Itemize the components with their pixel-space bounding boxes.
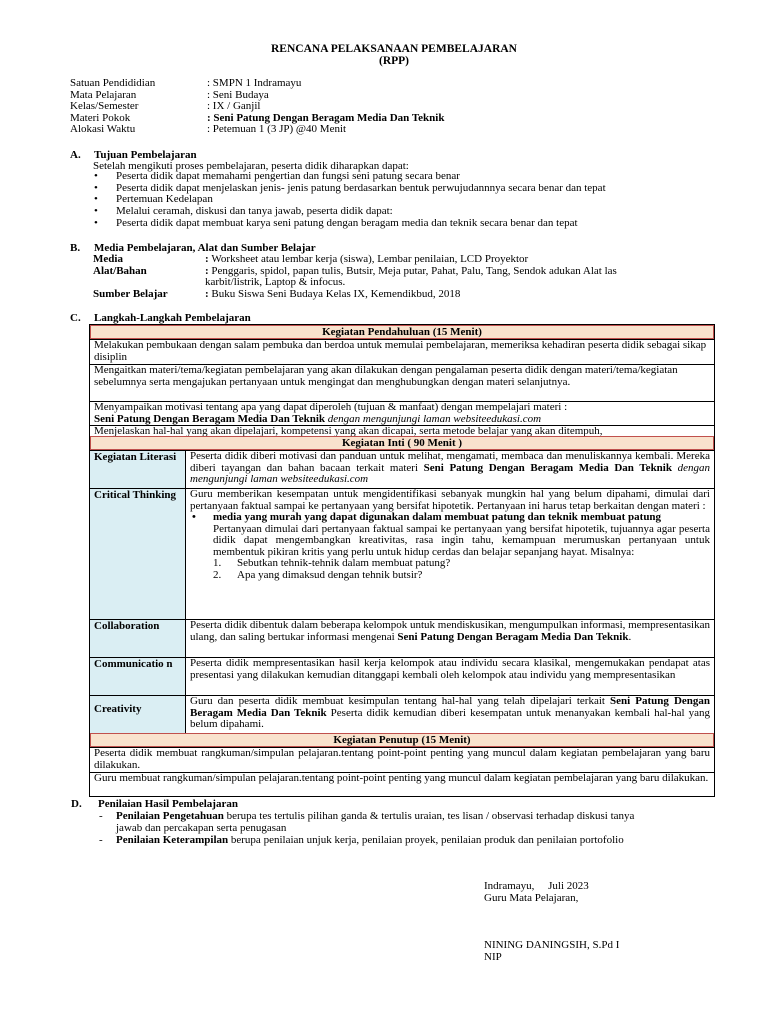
document-subtitle: (RPP) (378, 55, 409, 67)
section-title: Penilaian Hasil Pembelajaran (98, 798, 238, 810)
media-value: : Buku Siswa Seni Budaya Kelas IX, Kemendikbud, 2018 (205, 289, 680, 301)
table-header-inti: Kegiatan Inti ( 90 Menit ) (90, 436, 714, 450)
table-row-communication (90, 657, 714, 695)
item-number: 1. (213, 557, 222, 569)
identity-label: Alokasi Waktu (70, 123, 136, 135)
list-item: • Pertemuan Kedelapan (92, 194, 606, 206)
item-number: 2. (213, 568, 222, 581)
identity-label: Materi Pokok (70, 111, 131, 124)
assessment-text: berupa tes tertulis pilihan ganda & tertulis uraian, tes lisan / observasi terhadap diskusi tanya (223, 810, 635, 822)
identity-value: : Petemuan 1 (3 JP) @40 Menit (207, 123, 347, 135)
identity-value: : SMPN 1 Indramayu (207, 77, 302, 89)
row-text: Menyampaikan motivasi tentang apa yang dapat diperoleh (tujuan & manfaat) dengan mempelajari materi : (94, 401, 568, 413)
section-number: B. (70, 242, 81, 254)
assessment-title: Penilaian Keterampilan (116, 834, 229, 846)
assessment-text-cont: jawab dan percakapan serta penugasan (116, 822, 287, 834)
list-item (190, 570, 710, 582)
section-a-intro: Setelah mengikuti proses pembelajaran, peserta didik diharapkan dapat: (93, 160, 409, 172)
objectives-list (92, 171, 606, 229)
signature-nip: NIP (484, 951, 502, 963)
assessment-title: Penilaian Pengetahuan (116, 810, 224, 822)
list-item: • Melalui ceramah, diskusi dan tanya jawab, peserta didik dapat: (92, 206, 606, 218)
row-text-bold: Seni Patung Dengan Beragam Media Dan Teknik (397, 630, 629, 643)
identity-label: Mata Pelajaran (70, 88, 137, 101)
dash-marker: - (99, 810, 103, 822)
table-row-collaboration (90, 619, 714, 657)
media-label: Alat/Bahan (93, 264, 147, 277)
media-label: Media (93, 253, 123, 265)
row-label: Critical Thinking (90, 489, 186, 619)
item-text: Sebutkan tehnik-tehnik dalam membuat patung? (237, 557, 451, 569)
row-label: Communicatio n (90, 658, 186, 695)
row-value (186, 696, 714, 733)
identity-value: : IX / Ganjil (207, 100, 261, 112)
section-number: A. (70, 149, 81, 161)
table-row: Guru membuat rangkuman/simpulan pelajaran.tentang point-point penting yang muncul dalam kegiatan pembelajaran yang baru dilakukan. (90, 772, 714, 796)
signature-role: Guru Mata Pelajaran, (484, 892, 579, 904)
table-header-pendahuluan: Kegiatan Pendahuluan (15 Menit) (90, 325, 714, 339)
identity-block (70, 78, 444, 136)
identity-label: Satuan Pendididian (70, 77, 156, 89)
list-item: • Peserta didik dapat membuat karya seni patung dengan beragam media dan teknik secara benar dan tepat (92, 218, 606, 230)
list-item: • Peserta didik dapat memahami pengertian dan fungsi seni patung secara benar (92, 171, 606, 183)
signature-place-date: Indramayu, Juli 2023 (484, 880, 589, 892)
media-value: : Penggaris, spidol, papan tulis, Butsir, Meja putar, Pahat, Palu, Tang, Sendok adukan Alat las karbit/listrik, Laptop & infocus. (205, 266, 675, 289)
table-row (90, 401, 714, 425)
media-row (93, 289, 680, 301)
table-row: Peserta didik membuat rangkuman/simpulan pelajaran.tentang point-point penting yang muncul dalam kegiatan pembelajaran yang baru dilakukan. (90, 747, 714, 772)
row-label: Kegiatan Literasi (90, 451, 186, 488)
table-row: Menjelaskan hal-hal yang akan dipelajari, kompetensi yang akan dicapai, serta metode belajar yang akan ditempuh, (90, 425, 714, 436)
row-label: Creativity (90, 696, 186, 733)
signature-name: NINING DANINGSIH, S.Pd I (484, 939, 620, 951)
table-row-creativity (90, 695, 714, 733)
section-d-heading (71, 798, 238, 810)
row-text: Guru dan peserta didik membuat kesimpulan tentang hal-hal yang telah dipelajari terkait (190, 695, 611, 707)
identity-label: Kelas/Semester (70, 100, 139, 112)
row-text: . (628, 630, 632, 643)
learning-steps-table (89, 324, 715, 797)
identity-row (70, 124, 444, 136)
section-number: C. (70, 312, 81, 324)
row-text: Peserta didik diberi motivasi dan panduan untuk melihat, mengamati, membaca dan menuliskannya kembali. Mereka diberi tayangan dan bahan bacaan terkait materi (190, 450, 710, 474)
identity-value: : Seni Budaya (207, 88, 269, 101)
section-title: Langkah-Langkah Pembelajaran (94, 312, 251, 324)
row-value: Peserta didik mempresentasikan hasil kerja kelompok atau individu secara klasikal, mengemukakan pendapat atas presentasi yang dilakukan kemudian ditanggapi kembali oleh kelompok atau individu yang mempresentasikan (190, 657, 710, 681)
assessment-item (99, 810, 634, 822)
media-row (93, 266, 680, 289)
table-header-penutup: Kegiatan Penutup (15 Menit) (90, 733, 714, 747)
row-text-bold: Seni Patung Dengan Beragam Media Dan Teknik (190, 695, 711, 719)
assessment-item (99, 834, 624, 846)
list-item: • media yang murah yang dapat digunakan dalam membuat patung dan teknik membuat patung (190, 512, 710, 524)
table-row-literasi (90, 450, 714, 488)
row-text: Pertanyaan dimulai dari pertanyaan faktual sampai ke pertanyaan yang bersifat hipotetik, tujuannya agar peserta didik dapat mengembangkan kreativitas, rasa ingin tahu, kemampuan merumuskan pertanyaan untuk membentuk pikiran kritis yang perlu untuk hidup cerdas dan belajar sepanjang hayat. Misalnya: (213, 522, 710, 558)
row-label: Collaboration (90, 620, 186, 657)
table-row: Mengaitkan materi/tema/kegiatan pembelajaran yang akan dilakukan dengan pengalaman peserta didik dengan materi/tema/kegiatan sebelumnya serta mengajukan pertanyaan untuk mengingat dan menghubungkan dengan materi selanjutnya. (90, 364, 714, 401)
row-text-italic: dengan mengunjungi laman websiteedukasi.com (190, 461, 710, 485)
row-text-italic: dengan mengunjungi laman websiteedukasi.com (325, 412, 542, 425)
media-label: Sumber Belajar (93, 287, 168, 300)
row-text: Peserta didik kemudian diberi kesempatan untuk menanyakan kembali hal-hal yang belum dipahami. (190, 706, 710, 730)
section-title: Media Pembelajaran, Alat dan Sumber Belajar (94, 242, 316, 254)
section-title: Tujuan Pembelajaran (94, 149, 197, 161)
row-text-bold: Seni Patung Dengan Beragam Media Dan Teknik (94, 412, 326, 425)
table-row-critical (90, 488, 714, 619)
section-number: D. (71, 798, 82, 810)
dash-marker: - (99, 834, 103, 846)
row-value (186, 489, 714, 619)
row-text: Guru memberikan kesempatan untuk mengidentifikasi sebanyak mungkin hal yang belum dipahami, dimulai dari pertanyaan faktual sampai ke pertanyaan yang bersifat hipotetik. Pertanyaan ini harus tetap berkaitan dengan materi : (190, 488, 710, 512)
document-title: RENCANA PELAKSANAAN PEMBELAJARAN (271, 43, 517, 55)
media-block (93, 254, 680, 300)
media-value: : Worksheet atau lembar kerja (siswa), Lembar penilaian, LCD Proyektor (205, 254, 680, 266)
identity-value: : Seni Patung Dengan Beragam Media Dan Teknik (207, 111, 445, 124)
assessment-text: berupa penilaian unjuk kerja, penilaian proyek, penilaian produk dan penilaian portofolio (228, 834, 624, 846)
section-c-heading (70, 312, 251, 324)
row-value (186, 620, 714, 657)
row-text-bold: Seni Patung Dengan Beragam Media Dan Teknik (423, 461, 672, 474)
list-item: • Peserta didik dapat menjelaskan jenis- jenis patung berdasarkan bentuk perwujudannnya secara benar dan tepat (92, 183, 606, 195)
item-text: Apa yang dimaksud dengan tehnik butsir? (237, 568, 423, 581)
media-row (93, 254, 680, 266)
row-value (186, 451, 714, 488)
row-text: Peserta didik dibentuk dalam beberapa kelompok untuk mendiskusikan, mengumpulkan informasi, mempresentasikan ulang, dan saling bertukar informasi mengenai (190, 619, 710, 643)
table-row: Melakukan pembukaan dengan salam pembuka dan berdoa untuk memulai pembelajaran, memeriksa kehadiran peserta didik sebagai sikap disiplin (90, 339, 714, 364)
